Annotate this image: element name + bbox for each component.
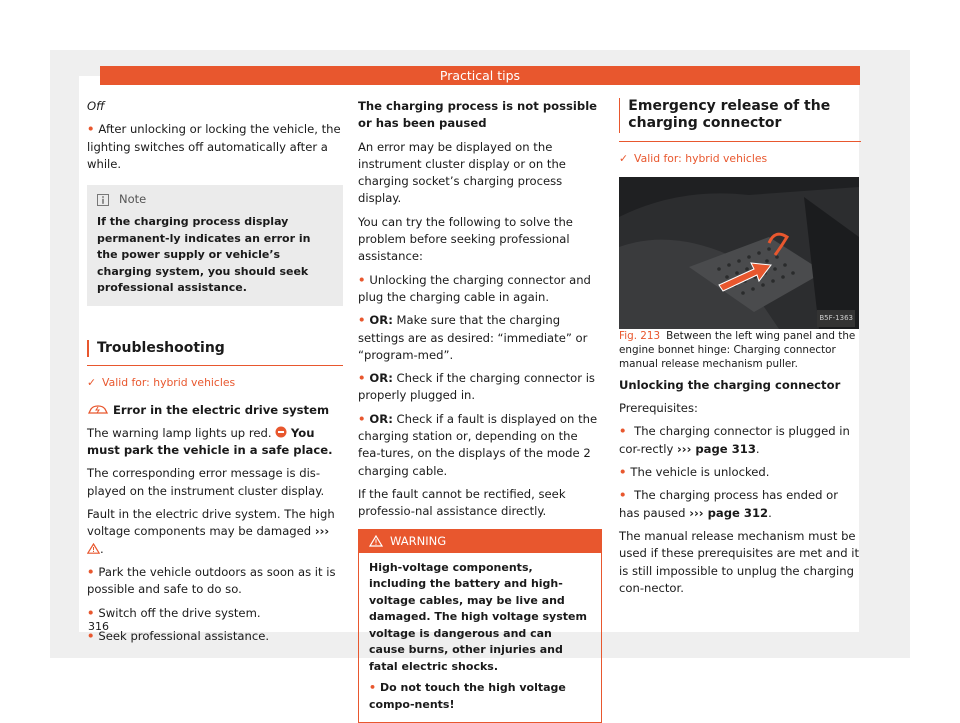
paragraph: If the fault cannot be rectified, seek professio-nal assistance directly. [358, 486, 566, 519]
reference-arrows: ››› [314, 524, 330, 539]
page-reference-link[interactable]: ››› page 312 [689, 505, 769, 520]
list-item: • Seek professional assistance. [87, 628, 343, 645]
figure-caption: Fig. 213 Between the left wing panel and the engine bonnet hinge: Charging connector manual release mechanism puller. [619, 329, 856, 370]
note-box [87, 185, 343, 306]
check-icon: ✓ [87, 376, 97, 390]
off-label: Off [87, 99, 105, 113]
list-item: • The charging process has ended or has paused ››› page 312. [619, 487, 861, 522]
middle-column [358, 98, 602, 723]
info-icon [97, 194, 109, 206]
engine-bay-photo [619, 177, 859, 329]
red-warning-lamp-icon [275, 426, 287, 438]
prerequisites-label: Prerequisites: [619, 401, 698, 416]
title-accent-bar [87, 340, 89, 357]
warning-triangle-icon [369, 535, 383, 547]
valid-for-hybrid: ✓ Valid for: hybrid vehicles [619, 151, 768, 165]
error-message-text: The corresponding error message is dis-played on the instrument cluster display. [87, 466, 325, 498]
list-item: • OR: Check if a fault is displayed on the charging station or, depending on the fea-tures, on the displays of the mode 2 charging cable. [358, 411, 602, 480]
warning-bullet: • Do not touch the high voltage compo-nents! [369, 680, 591, 713]
electric-drive-warning-icon [87, 404, 109, 415]
page-header: Practical tips [100, 66, 860, 85]
title-accent-bar [619, 98, 620, 133]
fault-text: Fault in the electric drive system. The high voltage components may be damaged ››› . [87, 507, 335, 556]
list-item: • OR: Check if the charging connector is properly plugged in. [358, 370, 602, 405]
list-item: • Switch off the drive system. [87, 605, 343, 622]
off-bullet: • After unlocking or locking the vehicle, the lighting switches off automatically after a while. [87, 121, 343, 173]
warning-header [359, 530, 601, 553]
paragraph: An error may be displayed on the instrument cluster display or on the charging socket’s charging process display. [358, 139, 566, 206]
page-number: 316 [88, 620, 109, 633]
list-item: • OR: Make sure that the charging settings are as desired: “immediate” or “program-med”. [358, 312, 602, 364]
error-title: Error in the electric drive system [87, 402, 343, 419]
right-column [619, 98, 861, 603]
list-item: • The vehicle is unlocked. [619, 464, 861, 481]
troubleshooting-title: Troubleshooting [87, 340, 343, 366]
warning-triangle-icon [87, 543, 100, 554]
check-icon: ✓ [619, 151, 629, 165]
warning-label: WARNING [390, 533, 447, 548]
left-column [87, 98, 343, 651]
emergency-release-title: Emergency release of the charging connector [619, 98, 861, 142]
valid-for-hybrid: ✓ Valid for: hybrid vehicles [87, 376, 236, 390]
list-item: • Park the vehicle outdoors as soon as it is possible and safe to do so. [87, 564, 343, 599]
paragraph: You can try the following to solve the problem before seeking professional assistance: [358, 214, 573, 264]
list-item: • The charging connector is plugged in cor-rectly ››› page 313. [619, 423, 861, 458]
list-item: • Unlocking the charging connector and plug the charging cable in again. [358, 272, 602, 307]
warning-body [359, 553, 601, 723]
note-header [97, 191, 333, 208]
note-text: If the charging process display permanent-ly indicates an error in the power supply or vehicle’s charging system, you should seek professional assistance. [97, 215, 311, 295]
warning-lamp-text: The warning lamp lights up red. You must park the vehicle in a safe place. [87, 425, 333, 458]
paragraph: The manual release mechanism must be used if these prerequisites are met and it is still impossible to unplug the charging con-nector. [619, 528, 860, 595]
engine-bay-illustration [619, 177, 859, 329]
warning-text: High-voltage components, including the battery and high-voltage cables, may be live and damaged. The high voltage system voltage is dangerous and can cause burns, other injuries and fatal electric shocks. [369, 560, 587, 673]
note-label: Note [119, 192, 147, 207]
warning-box [358, 529, 602, 723]
photo-code: B5F-1363 [817, 310, 855, 327]
unlocking-heading: Unlocking the charging connector [619, 377, 841, 392]
page-reference-link[interactable]: ››› page 313 [677, 441, 756, 456]
charging-problem-heading: The charging process is not possible or has been paused [358, 99, 598, 131]
